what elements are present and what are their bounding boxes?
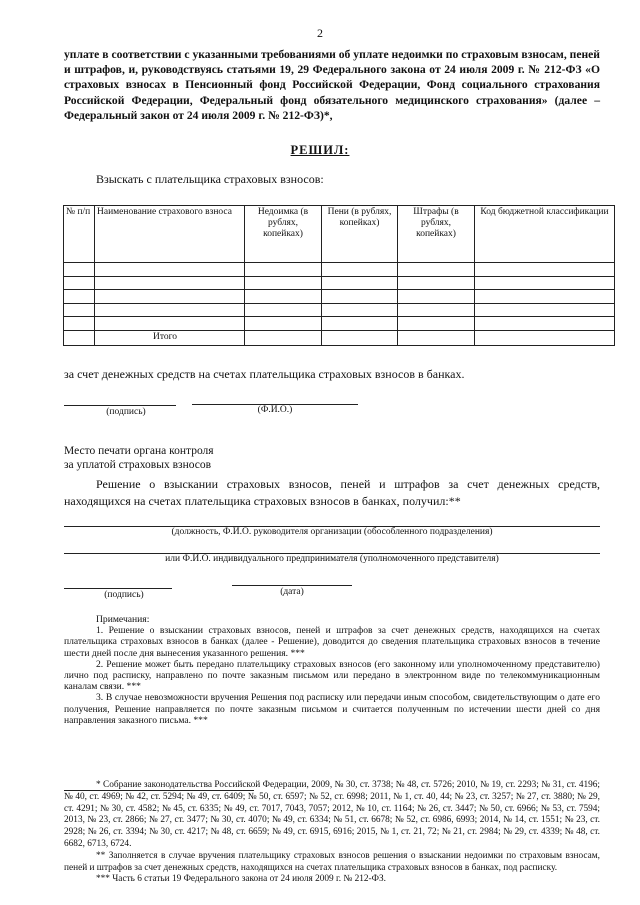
accounts-statement: за счет денежных средств на счетах плательщика страховых взносов в банках. xyxy=(64,367,465,381)
signature-line xyxy=(64,405,176,406)
notes-section xyxy=(64,614,600,726)
stamp-line-2: за уплатой страховых взносов xyxy=(64,459,212,471)
col-header-fines: Штрафы (в рублях, копейках) xyxy=(398,206,475,263)
footnote-item: ** Заполняется в случае вручения плательщику страховых взносов решения о взыскании недоимки по страховым взносам, пеней и штрафов за счет денежных средств, находящихся на счетах плательщика страховых взносов в банках, под расписку. xyxy=(64,850,600,873)
signature-caption: (подпись) xyxy=(106,407,146,417)
table-row xyxy=(64,317,615,331)
footnote-item: *** Часть 6 статьи 19 Федерального закона от 24 июля 2009 г. № 212-ФЗ. xyxy=(96,874,386,885)
signature-line-2 xyxy=(64,588,172,589)
decision-heading: РЕШИЛ: xyxy=(290,143,350,157)
footnotes-section xyxy=(64,780,600,886)
table-row xyxy=(64,276,615,290)
table-row xyxy=(64,263,615,277)
signature-caption-2: (подпись) xyxy=(104,590,144,600)
table-header-row xyxy=(64,206,615,263)
contributions-table xyxy=(63,205,615,346)
entrepreneur-caption: или Ф.И.О. индивидуального предпринимателя (уполномоченного представителя) xyxy=(165,554,499,564)
col-header-arrears: Недоимка (в рублях, копейках) xyxy=(245,206,322,263)
name-caption: (Ф.И.О.) xyxy=(257,405,293,415)
note-item: 1. Решение о взыскании страховых взносов, пеней и штрафов за счет денежных средств, находящихся на счетах плательщика страховых взносов в банках (далее - Решение), доводится до сведения плательщика страховых взносов в течение шести дней после дня вынесения указанного решения. *** xyxy=(64,625,600,659)
table-row xyxy=(64,290,615,304)
footnote-item: * Собрание законодательства Российской Федерации, 2009, № 30, ст. 3738; № 48, ст. 5726; 2010, № 19, ст. 2293; № 31, ст. 4196; № 40, ст. 4969; № 42, ст. 5294; № 49, ст. 6409; № 50, ст. 6597; № 52, ст. 6998; 2011, № 1, ст. 40, 44; № 23, ст. 3257; № 27, ст. 3880; № 29, ст. 4291; № 30, ст. 4582; № 45, ст. 6335; № 49, ст. 7017, 7043, 7057; 2012, № 10, ст. 1164; № 26, ст. 3447; № 50, ст. 6966; № 53, ст. 7594; 2013, № 23, ст. 2866; № 27, ст. 3477; № 30, ст. 4070; № 49, ст. 6334; № 51, ст. 6678; № 52, ст. 6986, 6993; 2014, № 14, ст. 1551; № 23, ст. 2928; № 26, ст. 3394; № 30, ст. 4217; № 48, ст. 6659; № 49, ст. 6915, 6916; 2015, № 1, ст. 21, 72; № 21, ст. 2984; № 29, ст. 4339; № 48, ст. 6682, 6713, 6724. xyxy=(64,780,600,849)
page-number: 2 xyxy=(317,26,323,40)
stamp-place xyxy=(64,444,364,472)
position-caption: (должность, Ф.И.О. руководителя организации (обособленного подразделения) xyxy=(171,527,493,537)
note-item: 3. В случае невозможности вручения Решения под расписку или передачи иным способом, свидетельствующим о дате его получения, Решение направляется по почте заказным письмом и считается полученным по истечении шести дней со дня направления заказного письма. *** xyxy=(64,692,600,726)
stamp-line-1: Место печати органа контроля xyxy=(64,445,214,457)
col-header-contribution-name: Наименование страхового взноса xyxy=(95,206,245,263)
col-header-penalties: Пени (в рублях, копейках) xyxy=(322,206,398,263)
table-row xyxy=(64,303,615,317)
total-label: Итого xyxy=(95,330,245,345)
collect-statement: Взыскать с плательщика страховых взносов: xyxy=(96,172,324,186)
date-caption: (дата) xyxy=(280,587,304,597)
date-line xyxy=(232,585,352,586)
col-header-number: № п/п xyxy=(64,206,95,263)
notes-heading: Примечания: xyxy=(96,614,150,625)
note-item: 2. Решение может быть передано плательщику страховых взносов (его законному или уполномоченному представителю) лично под расписку, направлено по почте заказным письмом или передано в электронном виде по телекоммуникационным каналам связи. *** xyxy=(64,658,600,693)
table-total-row xyxy=(64,330,615,345)
col-header-budget-code: Код бюджетной классификации xyxy=(475,206,615,263)
received-statement: Решение о взыскании страховых взносов, пеней и штрафов за счет денежных средств, находящихся на счетах плательщика страховых взносов в банках, получил:** xyxy=(64,477,600,508)
intro-paragraph: уплате в соответствии с указанными требованиями об уплате недоимки по страховым взносам, пеней и штрафов, и, руководствуясь статьями 19, 29 Федерального закона от 24 июля 2009 г. № 212-ФЗ «О страховых взносах в Пенсионный фонд Российской Федерации, Фонд социального страхования Российской Федерации, Федеральный фонд обязательного медицинского страхования» (далее – Федеральный закон от 24 июля 2009 г. № 212-ФЗ)*, xyxy=(64,48,600,122)
